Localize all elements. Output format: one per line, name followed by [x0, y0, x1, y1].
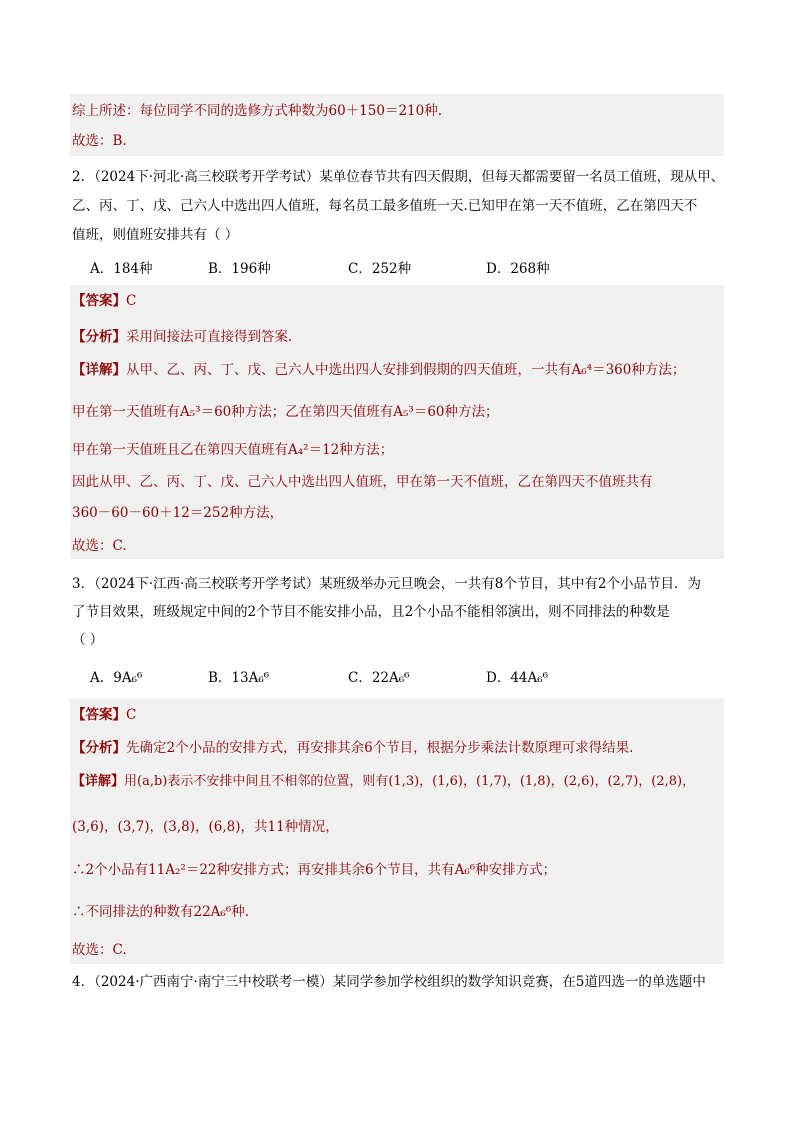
q2-options [90, 259, 690, 279]
q3-detail-line1 [72, 772, 695, 792]
q2-option-b: B．196种 [208, 261, 271, 277]
q2-detail-text1: 从甲、乙、丙、丁、戊、己六人中选出四人安排到假期的四天值班，一共有A₆⁴＝360种方法； [126, 362, 686, 378]
q3-options [90, 668, 690, 688]
q3-detail-tag: 【详解】 [72, 774, 125, 789]
q3-analysis-text: 先确定2个小品的安排方式，再安排其余6个节目，根据分步乘法计数原理可求得结果. [126, 740, 634, 756]
q1-summary: 综上所述：每位同学不同的选修方式种数为60＋150＝210种. [72, 103, 443, 119]
q2-analysis-text: 采用间接法可直接得到答案. [126, 329, 293, 345]
q3-detail-line4: ∴不同排法的种数有22A₆⁶种. [72, 904, 250, 920]
q2-analysis [72, 327, 292, 347]
q3-option-d: D．44A₆⁶ [486, 670, 549, 686]
q3-stem-line1: 3．（2024下·江西·高三校联考开学考试）某班级举办元旦晚会，一共有8个节目，其中有2个小品节目．为 [72, 576, 701, 592]
q3-answer [72, 705, 136, 725]
q2-choice: 故选：C. [72, 538, 127, 554]
q2-detail-line4: 因此从甲、乙、丙、丁、戊、己六人中选出四人值班，甲在第一天不值班，乙在第四天不值班共有 [72, 474, 653, 490]
q2-analysis-tag: 【分析】 [72, 329, 126, 345]
q3-analysis-tag: 【分析】 [72, 740, 126, 756]
q2-detail-line3: 甲在第一天值班且乙在第四天值班有A₄²＝12种方法； [72, 442, 394, 458]
q3-option-a: A．9A₆⁶ [90, 670, 143, 686]
q1-choice: 故选：B. [72, 133, 127, 149]
q2-answer-value: C [126, 293, 137, 309]
q3-detail-line3: ∴2个小品有11A₂²＝22种安排方式；再安排其余6个节目，共有A₆⁶种安排方式； [72, 862, 557, 878]
q3-stem-line2: 了节目效果，班级规定中间的2个节目不能安排小品，且2个小品不能相邻演出，则不同排法的种数是 [72, 604, 670, 620]
q4-stem-line1: 4．（2024·广西南宁·南宁三中校联考一模）某同学参加学校组织的数学知识竞赛，在5道四选一的单选题中 [72, 974, 706, 990]
q2-detail-line2: 甲在第一天值班有A₅³＝60种方法；乙在第四天值班有A₅³＝60种方法； [72, 404, 499, 420]
q2-stem-line1: 2．（2024下·河北·高三校联考开学考试）某单位春节共有四天假期，但每天都需要留一名员工值班，现从甲、 [72, 169, 725, 185]
q2-option-c: C．252种 [348, 261, 412, 277]
q3-detail-line2: (3,6)，(3,7)，(3,8)，(6,8)，共11种情况， [72, 819, 339, 835]
q2-answer [72, 291, 136, 311]
q3-option-c: C．22A₆⁶ [348, 670, 410, 686]
q3-choice: 故选：C. [72, 942, 127, 958]
q2-answer-tag: 【答案】 [72, 293, 126, 309]
q3-option-b: B．13A₆⁶ [208, 670, 270, 686]
q2-stem-line2: 乙、丙、丁、戊、己六人中选出四人值班，每名员工最多值班一天.已知甲在第一天不值班，乙在第四天不 [72, 198, 698, 214]
q2-detail-tag: 【详解】 [72, 362, 126, 378]
q2-detail-line1 [72, 360, 685, 380]
q2-option-d: D．268种 [486, 261, 550, 277]
q3-stem-line3: （ ） [72, 632, 104, 648]
q3-answer-tag: 【答案】 [72, 707, 126, 723]
q3-detail-text1: 用(a,b)表示不安排中间且不相邻的位置，则有(1,3)，(1,6)，(1,7)，(1,8)，(2,6)，(2,7)，(2,8)， [124, 774, 696, 789]
q2-option-a: A．184种 [90, 261, 153, 277]
q3-answer-value: C [126, 707, 137, 723]
q3-analysis [72, 738, 633, 758]
q2-detail-line5: 360－60－60＋12＝252种方法， [72, 505, 284, 521]
q2-stem-line3: 值班，则值班安排共有（ ） [72, 227, 239, 243]
